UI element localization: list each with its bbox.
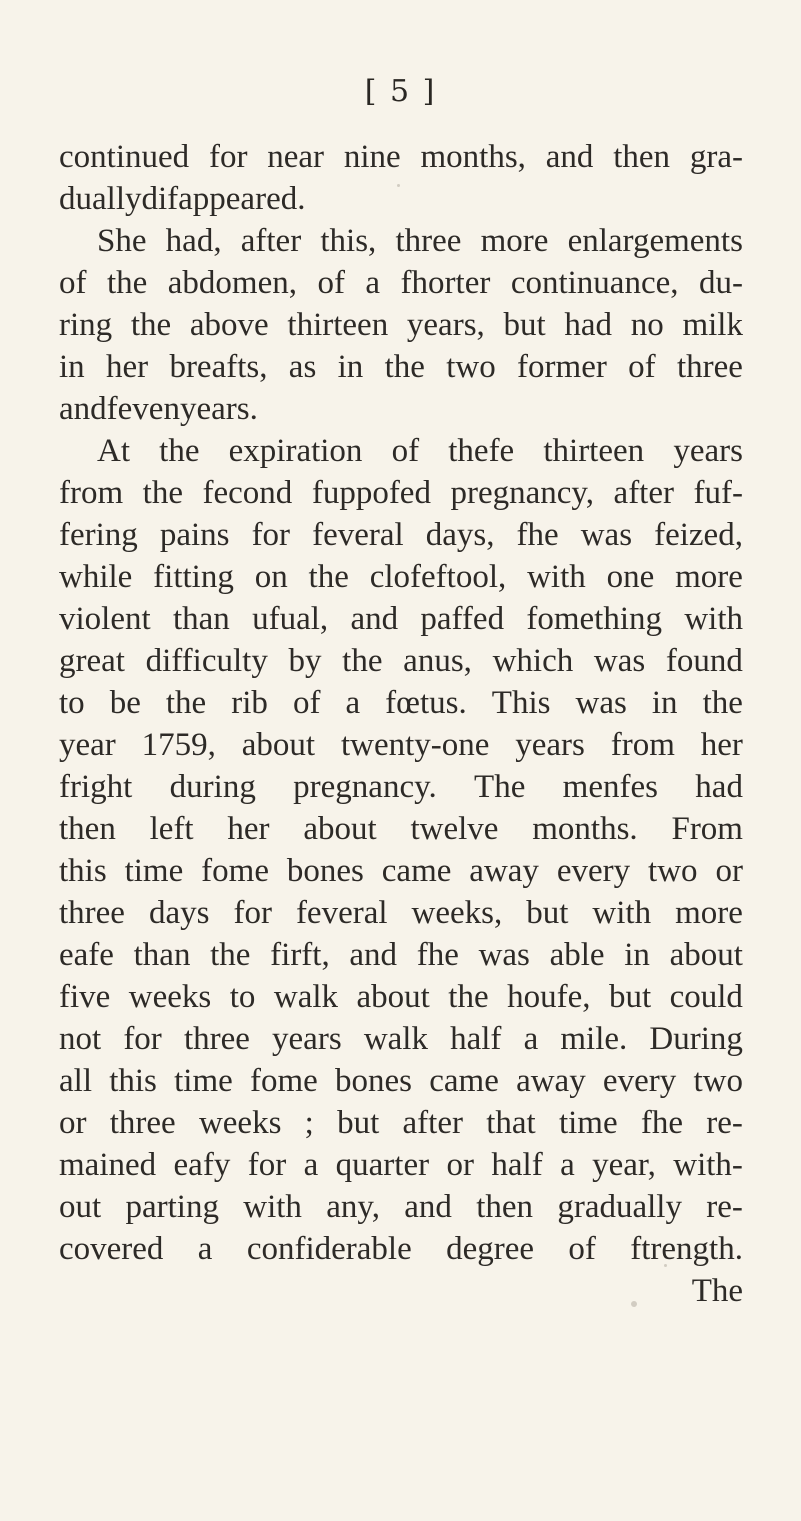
word: the (165, 685, 207, 721)
word: feveral (295, 895, 388, 931)
word: two (446, 349, 496, 385)
text-line (59, 892, 743, 934)
word: covered (59, 1231, 164, 1267)
word: two (693, 1063, 743, 1099)
word: walk (363, 1021, 428, 1057)
word: a (365, 265, 381, 301)
word: had, (165, 223, 222, 259)
word: years (515, 727, 585, 763)
word: left (149, 811, 194, 847)
word: and (545, 139, 594, 175)
word: every (602, 1063, 677, 1099)
word: more (480, 223, 549, 259)
word: about (303, 811, 377, 847)
text-line (59, 1144, 743, 1186)
text-line (59, 388, 743, 430)
text-line (59, 976, 743, 1018)
word: years (673, 433, 743, 469)
word: half (491, 1147, 543, 1183)
word: fhorter (400, 265, 491, 301)
word: thirteen (287, 307, 389, 343)
word: a (197, 1231, 213, 1267)
word: three (395, 223, 462, 259)
word: days, (425, 517, 495, 553)
word: years, (406, 307, 485, 343)
word: the (384, 349, 425, 385)
word: The (691, 1273, 743, 1309)
word: the (159, 433, 200, 469)
word: or (59, 1105, 87, 1141)
word: more (675, 559, 743, 595)
text-line (59, 220, 743, 262)
word: feven (106, 391, 180, 427)
text-line (59, 640, 743, 682)
word: than (172, 601, 230, 637)
text-line (59, 346, 743, 388)
word: houfe, (507, 979, 591, 1015)
word: re- (706, 1105, 743, 1141)
text-line (59, 1186, 743, 1228)
word: bones (286, 853, 364, 889)
word: feized, (654, 517, 743, 553)
word: quarter (335, 1147, 430, 1183)
word: with- (673, 1147, 743, 1183)
word: as (288, 349, 317, 385)
word: could (669, 979, 743, 1015)
word: During (649, 1021, 743, 1057)
word: a (345, 685, 361, 721)
word: found (665, 643, 743, 679)
word: the (702, 685, 743, 721)
word: years (272, 1021, 342, 1057)
word: came (381, 853, 452, 889)
word: weeks (128, 979, 212, 1015)
word: twelve (410, 811, 499, 847)
word: of (59, 265, 87, 301)
word: was (478, 937, 530, 973)
word: fhe (640, 1105, 683, 1141)
word: of (317, 265, 345, 301)
word: than (133, 937, 191, 973)
word: away (469, 853, 539, 889)
text-line (59, 1018, 743, 1060)
word: this, (320, 223, 377, 259)
word: about (356, 979, 430, 1015)
word: for (208, 139, 248, 175)
text-line (59, 514, 743, 556)
word: with (684, 601, 743, 637)
word: rib (231, 685, 268, 721)
word: time (558, 1105, 618, 1141)
word: any, (326, 1189, 380, 1225)
word: nine (343, 139, 401, 175)
word: fitting (153, 559, 234, 595)
word: 1759, (141, 727, 216, 763)
word: parting (125, 1189, 219, 1225)
word: expiration (228, 433, 363, 469)
word: milk (682, 307, 743, 343)
word: half (450, 1021, 502, 1057)
text-line (59, 136, 743, 178)
word: two (648, 853, 698, 889)
word: fœtus. (385, 685, 467, 721)
word: abdomen, (167, 265, 297, 301)
word: for (123, 1021, 162, 1057)
word: to (229, 979, 256, 1015)
word: enlargements (567, 223, 743, 259)
word: in (624, 937, 650, 973)
word: fright (59, 769, 133, 805)
text-line (59, 850, 743, 892)
word: pregnancy, (450, 475, 595, 511)
word: gra- (689, 139, 743, 175)
word: this (59, 853, 107, 889)
word: paffed (420, 601, 505, 637)
paper-speck (664, 1264, 667, 1267)
word: months. (532, 811, 638, 847)
word: fome (201, 853, 269, 889)
word: three (109, 1105, 176, 1141)
word: of (391, 433, 420, 469)
word: the (142, 475, 183, 511)
word: during (169, 769, 256, 805)
word: confiderable (246, 1231, 412, 1267)
word: years. (179, 391, 258, 427)
word: her (227, 811, 270, 847)
word: a (560, 1147, 575, 1183)
word: her (105, 349, 149, 385)
word: former (517, 349, 607, 385)
word: then (59, 811, 116, 847)
word: ftrength. (630, 1231, 743, 1267)
word: in (337, 349, 364, 385)
text-line (59, 472, 743, 514)
word: near (267, 139, 325, 175)
word: more (675, 895, 743, 931)
paper-speck (631, 1301, 637, 1307)
word: was (593, 643, 646, 679)
word: all (59, 1063, 92, 1099)
word: for (233, 895, 272, 931)
word: the (106, 265, 148, 301)
word: year (59, 727, 116, 763)
word: fhe (516, 517, 559, 553)
word: breafts, (169, 349, 268, 385)
word: clofeftool, (369, 559, 507, 595)
word: in (59, 349, 85, 385)
text-line (59, 598, 743, 640)
word: eafy (173, 1147, 231, 1183)
word: re- (706, 1189, 743, 1225)
word: every (556, 853, 631, 889)
word: and (349, 937, 398, 973)
word: a (523, 1021, 539, 1057)
text-line (59, 1102, 743, 1144)
word: but (526, 895, 569, 931)
word: of (568, 1231, 596, 1267)
word: fecond (202, 475, 293, 511)
word: but (608, 979, 652, 1015)
word: able (549, 937, 605, 973)
word: be (109, 685, 141, 721)
word: the (448, 979, 489, 1015)
word: difficulty (145, 643, 268, 679)
word: At (97, 433, 130, 469)
word: this (109, 1063, 157, 1099)
word: mile. (560, 1021, 628, 1057)
word: fering (59, 517, 138, 553)
word: of (292, 685, 321, 721)
word: gradually (557, 1189, 682, 1225)
text-line (59, 262, 743, 304)
word: and (59, 391, 107, 427)
word: du- (698, 265, 743, 301)
word: five (59, 979, 111, 1015)
word: walk (273, 979, 339, 1015)
word: ring (59, 307, 113, 343)
word: by (288, 643, 322, 679)
word: feveral (312, 517, 404, 553)
word: after (240, 223, 302, 259)
text-line (59, 766, 743, 808)
word: with (243, 1189, 302, 1225)
word: thirteen (543, 433, 645, 469)
word: for (251, 517, 291, 553)
word: of (628, 349, 656, 385)
word: but (503, 307, 546, 343)
word: twenty-one (340, 727, 490, 763)
word: days (148, 895, 210, 931)
word: time (174, 1063, 233, 1099)
word: was (580, 517, 633, 553)
word: and (404, 1189, 452, 1225)
word: away (516, 1063, 586, 1099)
text-line (59, 304, 743, 346)
word: and (350, 601, 399, 637)
word: anus, (403, 643, 472, 679)
word: year, (592, 1147, 656, 1183)
word: She (97, 223, 147, 259)
word: after (402, 1105, 463, 1141)
word: but (337, 1105, 380, 1141)
word: or (715, 853, 743, 889)
catchword (59, 1270, 743, 1312)
word: This (491, 685, 551, 721)
word: fuppofed (311, 475, 431, 511)
word: ; (304, 1105, 314, 1141)
word: came (429, 1063, 499, 1099)
word: weeks, (411, 895, 503, 931)
word: had (564, 307, 613, 343)
word: the (308, 559, 349, 595)
word: difappeared. (141, 181, 306, 217)
word: fuf- (693, 475, 743, 511)
word: pains (159, 517, 230, 553)
text-line (59, 1060, 743, 1102)
word: about (669, 937, 743, 973)
text-line (59, 178, 743, 220)
word: weeks (198, 1105, 282, 1141)
text-line (59, 934, 743, 976)
word: mained (59, 1147, 157, 1183)
word: with (527, 559, 586, 595)
word: degree (446, 1231, 535, 1267)
word: From (671, 811, 743, 847)
word: firft, (270, 937, 330, 973)
word: fhe (416, 937, 459, 973)
word: months, (420, 139, 526, 175)
text-line (59, 1228, 743, 1270)
word: eafe (59, 937, 114, 973)
text-line (59, 430, 743, 472)
word: three (59, 895, 125, 931)
word: dually (59, 181, 142, 217)
word: from (610, 727, 675, 763)
word: which (492, 643, 574, 679)
word: had (695, 769, 743, 805)
word: the (210, 937, 251, 973)
word: on (254, 559, 288, 595)
text-line (59, 808, 743, 850)
word: or (446, 1147, 474, 1183)
word: one (606, 559, 655, 595)
body-text (59, 136, 743, 1312)
word: fomething (526, 601, 663, 637)
word: then (476, 1189, 534, 1225)
word: pregnancy. (293, 769, 437, 805)
word: ufual, (252, 601, 329, 637)
word: continuance, (510, 265, 679, 301)
paper-speck (397, 184, 400, 187)
word: a (303, 1147, 319, 1183)
word: the (342, 643, 383, 679)
word: The (474, 769, 526, 805)
word: with (592, 895, 652, 931)
word: three (676, 349, 743, 385)
word: out (59, 1189, 102, 1225)
word: great (59, 643, 125, 679)
word: menfes (562, 769, 658, 805)
word: then (613, 139, 671, 175)
word: the (130, 307, 172, 343)
word: not (59, 1021, 102, 1057)
word: continued (59, 139, 190, 175)
word: time (124, 853, 184, 889)
word: three (183, 1021, 250, 1057)
word: from (59, 475, 124, 511)
word: was (575, 685, 627, 721)
word: bones (335, 1063, 413, 1099)
page-number-header: [ 5 ] (364, 74, 437, 109)
word: above (189, 307, 269, 343)
word: violent (59, 601, 151, 637)
text-line (59, 724, 743, 766)
word: to (59, 685, 85, 721)
word: in (651, 685, 678, 721)
word: after (613, 475, 674, 511)
word: for (247, 1147, 287, 1183)
word: thefe (448, 433, 515, 469)
word: about (241, 727, 316, 763)
word: her (700, 727, 743, 763)
word: fome (249, 1063, 318, 1099)
word: that (486, 1105, 536, 1141)
text-line (59, 556, 743, 598)
text-line (59, 682, 743, 724)
word: no (630, 307, 664, 343)
word: while (59, 559, 133, 595)
